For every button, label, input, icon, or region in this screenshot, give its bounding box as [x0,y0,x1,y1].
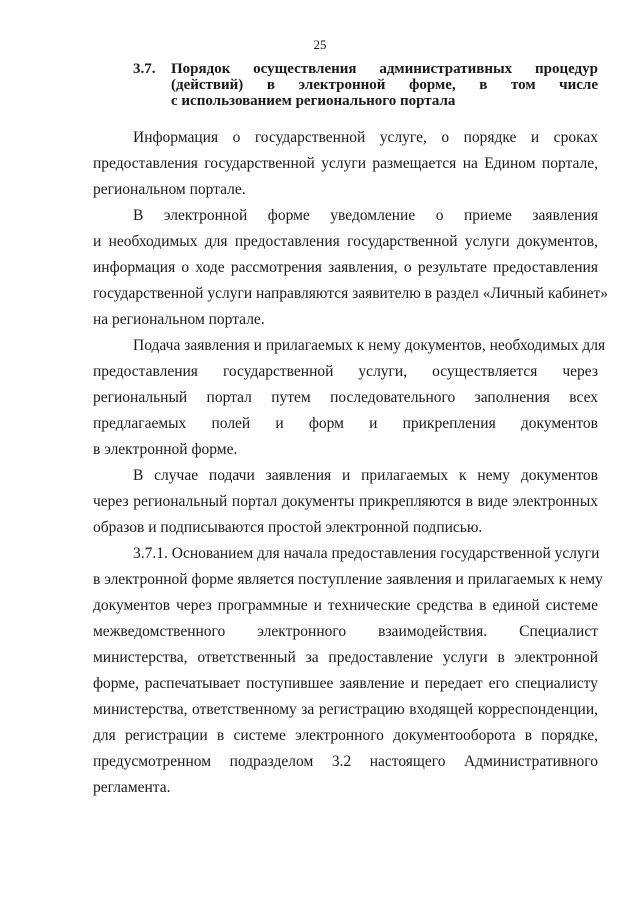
paragraph-line: форме, распечатывает поступившее заявление и передает его специалисту [93,675,598,692]
section-heading-row-2 [133,77,598,93]
paragraph-line: предлагаемых полей и форм и прикрепления документов [93,415,598,432]
paragraph-line: образов и подписываются простой электронной подписью. [93,519,483,536]
section-title-line-1: Порядок осуществления административных процедур [171,61,598,77]
paragraph-line: министерства, ответственному за регистрацию входящей корреспонденции, [93,701,598,718]
section-number: 3.7. [133,61,156,77]
paragraph-line: на региональном портале. [93,311,265,328]
paragraph-line: В электронной форме уведомление о приеме заявления [133,207,598,224]
paragraph-1 [93,125,598,203]
paragraph-line: в электронной форме. [93,441,238,458]
paragraph-line: государственной услуги направляются заявителю в раздел «Личный кабинет» [93,285,608,302]
paragraph-line: межведомственного электронного взаимодействия. Специалист [93,623,598,640]
paragraph-line: информация о ходе рассмотрения заявления, о результате предоставления [93,259,598,276]
paragraph-line: В случае подачи заявления и прилагаемых к нему документов [133,467,598,484]
section-heading [133,61,598,109]
paragraph-line: документов через программные и технические средства в единой системе [93,597,598,614]
paragraph-line: предоставления государственной услуги, осуществляется через [93,363,598,380]
paragraph-3 [93,333,606,463]
paragraph-line: предоставления государственной услуги размещается на Едином портале, [93,155,598,172]
paragraph-line: региональном портале. [93,181,246,198]
paragraph-line: региональный портал путем последовательного заполнения всех [93,389,598,406]
paragraph-line: Информация о государственной услуге, о порядке и сроках [133,129,598,146]
paragraph-line: для регистрации в системе электронного документооборота в порядке, [93,727,598,744]
section-title-line-2: (действий) в электронной форме, в том числе [171,77,598,93]
paragraph-4 [93,463,598,541]
paragraph-line: через региональный портал документы прикрепляются в виде электронных [93,493,598,510]
paragraph-line: предусмотренном подразделом 3.2 настоящего Административного [93,753,598,770]
paragraph-line: и необходимых для предоставления государственной услуги документов, [93,233,598,250]
section-title-line-3: с использованием регионального портала [171,93,456,109]
paragraph-5 [93,541,603,801]
body-text [93,125,608,801]
section-heading-row-3 [133,93,598,109]
section-heading-row-1 [133,61,598,77]
paragraph-line: регламента. [93,779,171,796]
paragraph-line: в электронной форме является поступление заявления и прилагаемых к нему [93,571,603,588]
paragraph-line: Подача заявления и прилагаемых к нему документов, необходимых для [133,337,606,354]
paragraph-line: 3.7.1. Основанием для начала предоставления государственной услуги [133,545,600,562]
page-number: 25 [313,37,327,52]
paragraph-line: министерства, ответственный за предоставление услуги в электронной [93,649,598,666]
paragraph-2 [93,203,608,333]
